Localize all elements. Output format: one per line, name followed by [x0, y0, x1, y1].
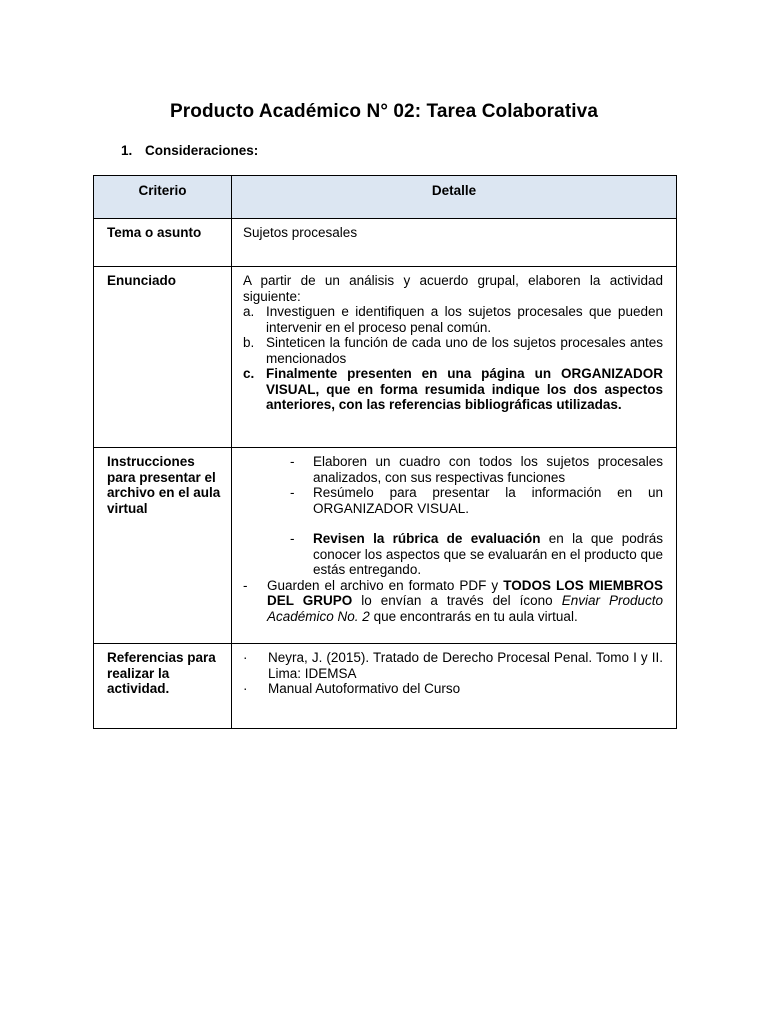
instruccion-item — [243, 454, 663, 485]
enunciado-item-c — [243, 366, 663, 413]
instruccion-text: Resúmelo para presentar la información en un ORGANIZADOR VISUAL. — [313, 485, 663, 516]
bullet-marker: · — [243, 650, 248, 665]
enunciado-item-b — [243, 335, 663, 366]
instruccion-rest: en la que podrás conocer los aspectos que se evaluarán en el producto que estás entregando. — [313, 531, 663, 577]
header-criterio: Criterio — [94, 176, 232, 219]
spacer — [243, 516, 663, 531]
instruccion-item — [243, 485, 663, 516]
table-header-row — [94, 176, 677, 219]
tema-value: Sujetos procesales — [232, 219, 677, 267]
instruccion-item — [243, 578, 663, 625]
enunciado-detail — [232, 267, 677, 448]
section-label: Consideraciones: — [145, 143, 259, 158]
enunciado-item-a — [243, 304, 663, 335]
instruccion-part: Guarden el archivo en formato PDF y — [267, 577, 504, 593]
section-heading — [121, 143, 258, 158]
table-row-enunciado — [94, 267, 677, 448]
instruccion-part: lo envían a través del ícono — [352, 593, 562, 608]
item-marker: c. — [243, 366, 255, 381]
tema-label: Tema o asunto — [94, 219, 232, 267]
referencias-detail — [232, 644, 677, 729]
reference-item — [243, 681, 663, 697]
reference-text: Neyra, J. (2015). Tratado de Derecho Procesal Penal. Tomo I y II. Lima: IDEMSA — [268, 650, 663, 681]
table-row-tema — [94, 219, 677, 267]
page-title: Producto Académico N° 02: Tarea Colaborativa — [169, 101, 598, 122]
enunciado-label: Enunciado — [94, 267, 232, 448]
table-row-referencias — [94, 644, 677, 729]
instruccion-text — [267, 578, 663, 625]
instruccion-text: Elaboren un cuadro con todos los sujetos procesales analizados, con sus respectivas funciones — [313, 454, 663, 485]
item-text: Sinteticen la función de cada uno de los sujetos procesales antes mencionados — [266, 335, 663, 366]
reference-item — [243, 650, 663, 681]
referencias-label: Referencias para realizar la actividad. — [94, 644, 232, 729]
instruccion-bold: Revisen la rúbrica de evaluación — [313, 531, 541, 546]
dash-marker: - — [290, 531, 295, 546]
dash-marker: - — [290, 454, 295, 469]
header-detalle: Detalle — [232, 176, 677, 219]
table-row-instrucciones — [94, 448, 677, 644]
instrucciones-detail — [232, 448, 677, 644]
dash-marker: - — [243, 577, 248, 593]
enunciado-intro: A partir de un análisis y acuerdo grupal, elaboren la actividad siguiente: — [243, 273, 663, 304]
bullet-marker: · — [243, 681, 248, 696]
instruccion-italic: Enviar Producto Académico No. 2 — [267, 593, 663, 624]
item-text: Finalmente presenten en una página un ORGANIZADOR VISUAL, que en forma resumida indique los dos aspectos anteriores, con las referencias bibliográficas utilizadas. — [266, 366, 663, 412]
reference-text: Manual Autoformativo del Curso — [268, 681, 461, 696]
instruccion-part: que encontrarás en tu aula virtual. — [369, 608, 578, 624]
section-number: 1. — [121, 143, 133, 158]
instruccion-item — [243, 531, 663, 578]
instrucciones-label: Instrucciones para presentar el archivo en el aula virtual — [94, 448, 232, 644]
considerations-table — [93, 175, 677, 729]
item-marker: a. — [243, 304, 255, 319]
instruccion-bold: TODOS LOS MIEMBROS DEL GRUPO — [267, 577, 663, 608]
instruccion-text — [313, 531, 663, 578]
item-marker: b. — [243, 335, 255, 350]
item-text: Investiguen e identifiquen a los sujetos procesales que pueden intervenir en el proceso penal común. — [266, 304, 663, 335]
dash-marker: - — [290, 485, 295, 500]
